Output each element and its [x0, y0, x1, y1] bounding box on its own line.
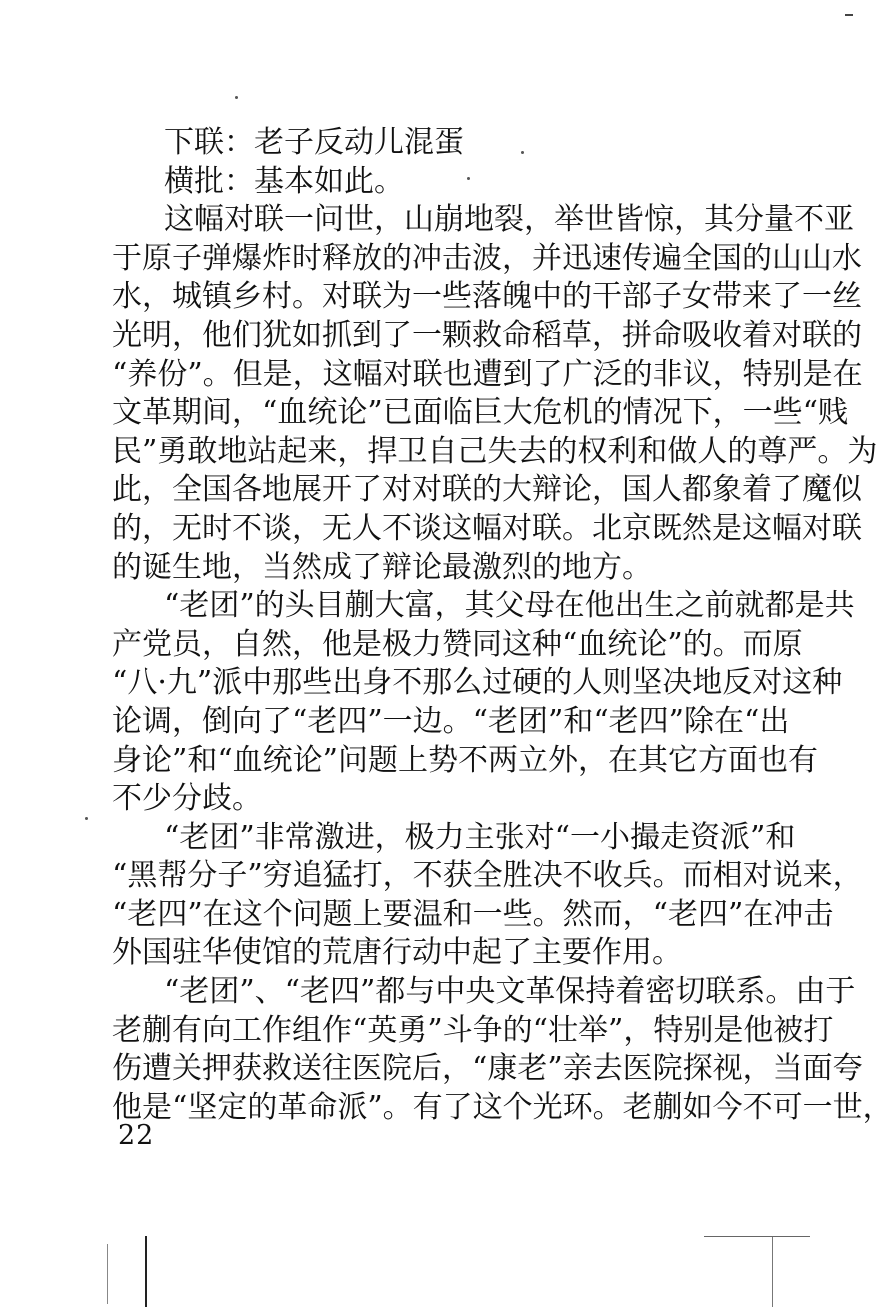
scan-edge-line [845, 14, 853, 16]
text-line: 伤遭关押获救送往医院后，“康老”亲去医院探视，当面夸 [112, 1051, 863, 1087]
text-line: 的诞生地，当然成了辩论最激烈的地方。 [112, 549, 652, 585]
scan-edge-line [107, 1244, 108, 1304]
text-line: 民”勇敢地站起来，捍卫自己失去的权利和做人的尊严。为 [112, 433, 878, 469]
text-line: 于原子弹爆炸时释放的冲击波，并迅速传遍全国的山山水 [112, 240, 862, 276]
text-line: “老团”非常激进，极力主张对“一小撮走资派”和 [164, 819, 796, 855]
page-number: 22 [118, 1120, 155, 1151]
text-line: 水，城镇乡村。对联为一些落魄中的干部子女带来了一丝 [112, 279, 862, 315]
text-line: 外国驻华使馆的荒唐行动中起了主要作用。 [112, 935, 682, 971]
scan-speck [467, 177, 470, 180]
scan-edge-line [704, 1236, 810, 1237]
scan-speck [85, 817, 88, 820]
scan-speck [235, 96, 238, 99]
text-line: “老团”、“老四”都与中央文革保持着密切联系。由于 [164, 974, 856, 1010]
text-line: 此，全国各地展开了对对联的大辩论，国人都象着了魔似 [112, 472, 862, 508]
text-line: “八·九”派中那些出身不那么过硬的人则坚决地反对这种 [112, 665, 843, 701]
text-line: “老四”在这个问题上要温和一些。然而，“老四”在冲击 [112, 896, 834, 932]
text-line: 产党员，自然，他是极力赞同这种“血统论”的。而原 [112, 626, 803, 662]
text-line: “黑帮分子”穷追猛打，不获全胜决不收兵。而相对说来， [112, 858, 863, 894]
scan-edge-line [145, 1236, 147, 1307]
text-line: 下联：老子反动儿混蛋 [164, 125, 464, 160]
text-line: 的，无时不谈，无人不谈这幅对联。北京既然是这幅对联 [112, 510, 862, 546]
scan-speck [521, 151, 524, 154]
text-line: 光明，他们犹如抓到了一颗救命稻草，拼命吸收着对联的 [112, 317, 862, 353]
scan-edge-line [772, 1236, 773, 1307]
text-line: 老蒯有向工作组作“英勇”斗争的“壮举”，特别是他被打 [112, 1012, 834, 1048]
text-line: 他是“坚定的革命派”。有了这个光环。老蒯如今不可一世， [112, 1089, 893, 1125]
text-line: 不少分歧。 [112, 781, 262, 817]
text-line: 论调，倒向了“老四”一边。“老团”和“老四”除在“出 [112, 703, 790, 739]
text-line: 身论”和“血统论”问题上势不两立外，在其它方面也有 [112, 742, 819, 778]
text-line: 横批：基本如此。 [164, 163, 404, 199]
text-line: “老团”的头目蒯大富，其父母在他出生之前就都是共 [164, 588, 855, 624]
text-line: 这幅对联一问世，山崩地裂，举世皆惊，其分量不亚 [164, 202, 854, 238]
text-line: “养份”。但是，这幅对联也遭到了广泛的非议，特别是在 [112, 356, 863, 392]
text-line: 文革期间，“血统论”已面临巨大危机的情况下，一些“贱 [112, 395, 849, 431]
body-text [112, 124, 893, 1127]
